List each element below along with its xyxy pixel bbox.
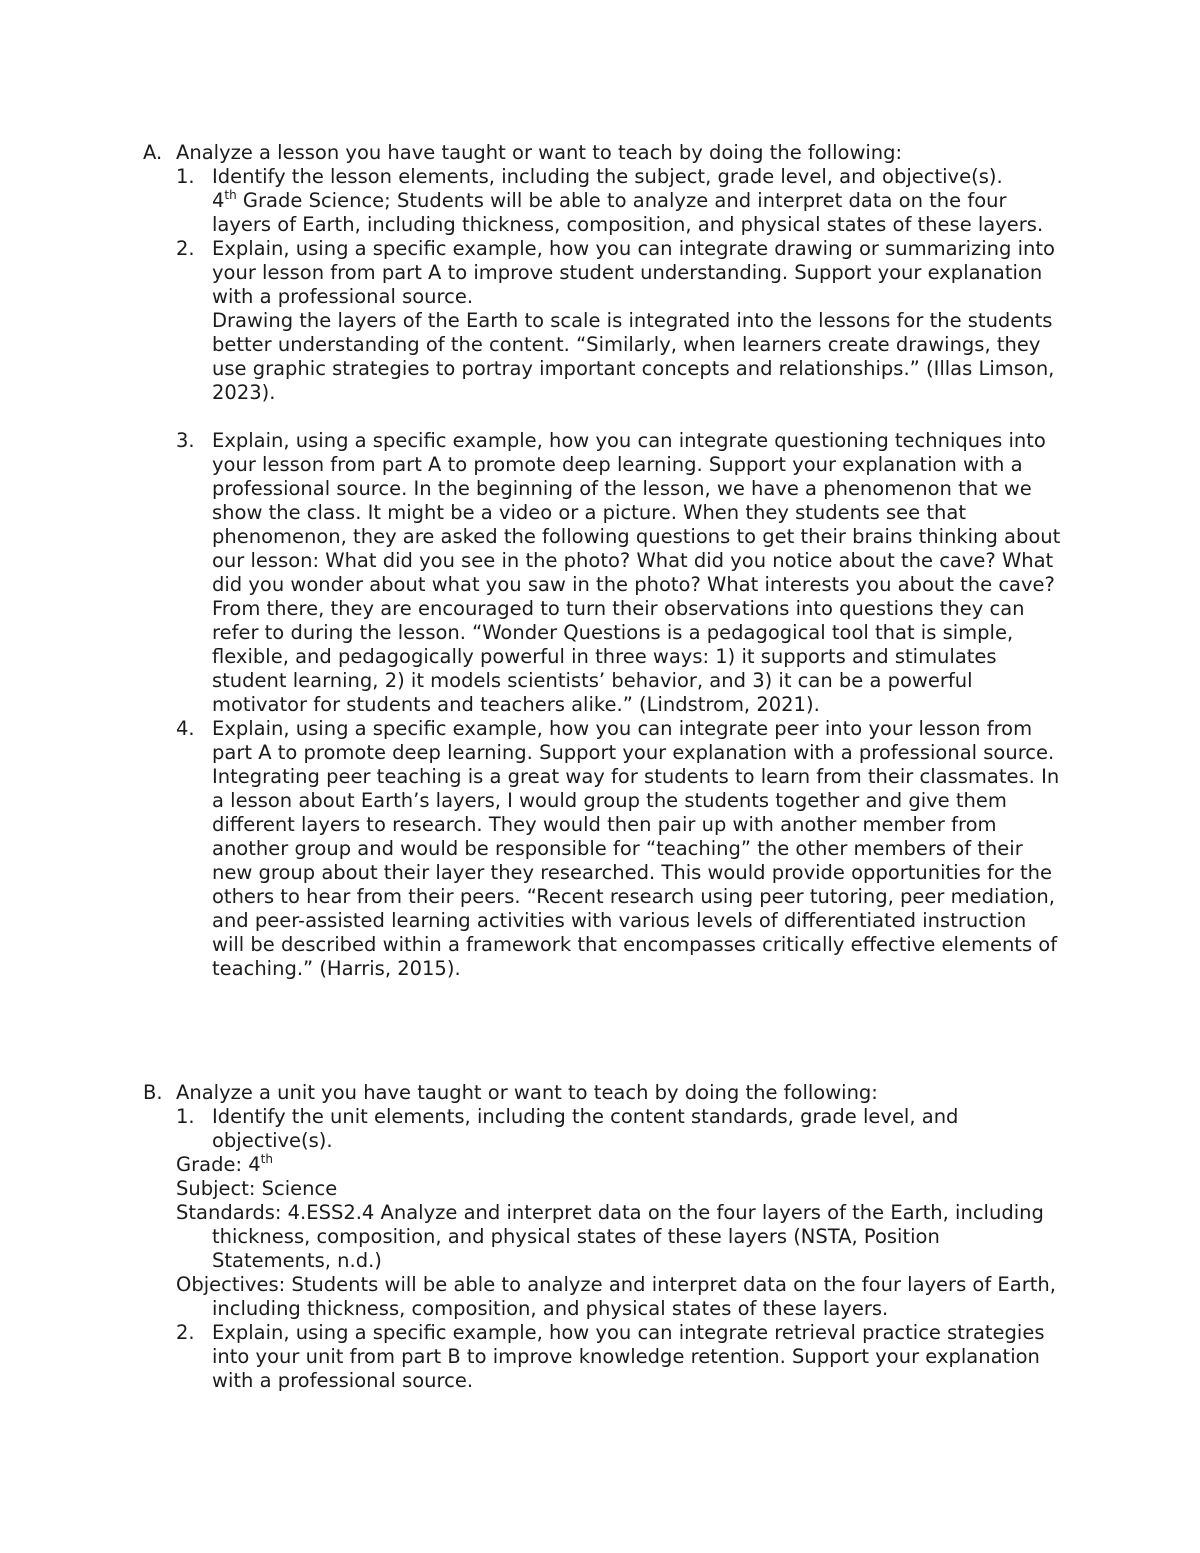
paragraph-gap	[143, 405, 1063, 429]
section-a	[143, 141, 1063, 981]
list-item-number: 1.	[176, 1105, 195, 1128]
list-item-number: 2.	[176, 237, 195, 260]
list-item-a4	[143, 717, 1063, 981]
list-item-a3	[143, 429, 1063, 717]
list-item-a2	[143, 237, 1063, 405]
grade-number: 4	[212, 189, 225, 212]
section-b	[143, 1081, 1063, 1393]
unit-subject-line: Subject: Science	[176, 1177, 338, 1200]
list-item-prompt: Identify the lesson elements, including the subject, grade level, and objective(s).	[212, 165, 1003, 188]
unit-standards-line: Standards: 4.ESS2.4 Analyze and interpret data on the four layers of the Earth, including thickness, composition, and physical states of these layers (NSTA, Position Statements, n.d.)	[176, 1201, 1044, 1272]
unit-grade-suffix: th	[260, 1151, 273, 1166]
list-item-prompt: Explain, using a specific example, how you can integrate questioning techniques into your lesson from part A to promote deep learning. Support your explanation with a professional source. In the beginning of the lesson, we have a phenomenon that we show the class. It might be a video or a picture. When they students see that phenomenon, they are asked the following questions to get their brains thinking about our lesson: What did you see in the photo? What did you notice about the cave? What did you wonder about what you saw in the photo? What interests you about the cave?	[212, 429, 1061, 596]
section-a-letter: A.	[143, 141, 163, 164]
section-b-letter: B.	[143, 1081, 163, 1104]
list-item-prompt: Explain, using a specific example, how you can integrate peer into your lesson from part A to promote deep learning. Support your explanation with a professional source.	[212, 717, 1055, 764]
list-item-number: 1.	[176, 165, 195, 188]
list-item-answer: Integrating peer teaching is a great way for students to learn from their classmates. In a lesson about Earth’s layers, I would group the students together and give them different layers to research. They would then pair up with another member from another group and would be responsible for “teaching” the other members of their new group about their layer they researched. This would provide opportunities for the others to hear from their peers. “Recent research using peer tutoring, peer mediation, and peer-assisted learning activities with various levels of differentiated instruction will be described within a framework that encompasses critically effective elements of teaching.” (Harris, 2015).	[212, 765, 1060, 980]
list-item-b1	[143, 1105, 1063, 1153]
list-item-prompt: Explain, using a specific example, how you can integrate drawing or summarizing into your lesson from part A to improve student understanding. Support your explanation with a professional source.	[212, 237, 1055, 308]
list-item-a1	[143, 165, 1063, 237]
list-item-prompt: Explain, using a specific example, how you can integrate retrieval practice strategies into your unit from part B to improve knowledge retention. Support your explanation with a professional source.	[212, 1321, 1045, 1392]
section-b-heading-row	[143, 1081, 1063, 1105]
list-item-number: 3.	[176, 429, 195, 452]
answer-text: Grade Science; Students will be able to analyze and interpret data on the four layers of Earth, including thickness, composition, and physical states of these layers.	[212, 189, 1044, 236]
section-a-heading-row	[143, 141, 1063, 165]
unit-grade-line	[143, 1153, 1063, 1177]
grade-suffix: th	[224, 187, 237, 202]
list-item-answer: From there, they are encouraged to turn their observations into questions they can refer to during the lesson. “Wonder Questions is a pedagogical tool that is simple, flexible, and pedagogically powerful in three ways: 1) it supports and stimulates student learning, 2) it models scientists’ behavior, and 3) it can be a powerful motivator for students and teachers alike.” (Lindstrom, 2021).	[212, 597, 1025, 716]
list-item-number: 4.	[176, 717, 195, 740]
list-item-answer	[212, 189, 1063, 237]
list-item-number: 2.	[176, 1321, 195, 1344]
unit-objectives-line: Objectives: Students will be able to analyze and interpret data on the four layers of Earth, including thickness, composition, and physical states of these layers.	[176, 1273, 1056, 1320]
list-item-b2	[143, 1321, 1063, 1393]
list-item-answer: Drawing the layers of the Earth to scale is integrated into the lessons for the students better understanding of the content. “Similarly, when learners create drawings, they use graphic strategies to portray important concepts and relationships.” (Illas Limson, 2023).	[212, 309, 1055, 404]
section-a-heading: Analyze a lesson you have taught or want to teach by doing the following:	[176, 141, 903, 164]
list-item-prompt: Identify the unit elements, including the content standards, grade level, and objective(s).	[212, 1105, 959, 1152]
unit-grade-label: Grade: 4	[176, 1153, 261, 1176]
section-b-heading: Analyze a unit you have taught or want to teach by doing the following:	[176, 1081, 878, 1104]
